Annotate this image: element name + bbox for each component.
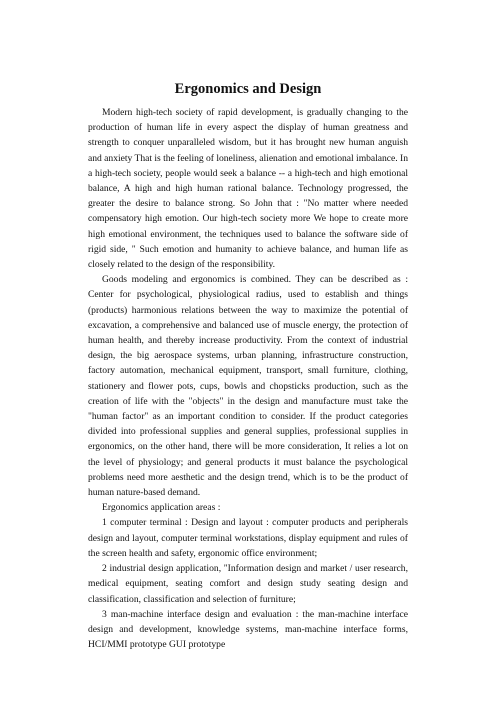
document-title: Ergonomics and Design — [174, 81, 322, 97]
document-body — [88, 80, 408, 652]
areas-heading: Ergonomics application areas : — [102, 502, 221, 514]
area-item-computer-terminal: 1 computer terminal : Design and layout : computer products and peripherals design and layout, computer terminal workstations, display equipment and rules of the screen health and safety, ergonomic office environment; — [88, 517, 408, 559]
area-item-interface-design: 3 man-machine interface design and evaluation : the man-machine interface design and development, knowledge systems, man-machine interface forms, HCI/MMI prototype GUI prototype — [88, 608, 408, 651]
area-item-industrial-design: 2 industrial design application, "Information design and market / user research, medical equipment, seating comfort and design study seating design and classification, classification and selection of furniture; — [88, 563, 408, 605]
paragraph-modeling: Goods modeling and ergonomics is combined. They can be described as : Center for psychological, physiological radius, used to establish and things (products) harmonious relations between the way to maximize the potential of excavation, a comprehensive and balanced use of muscle energy, the protection of human health, and thereby increase productivity. From the context of industrial design, the big aerospace systems, urban planning, infrastructure construction, factory automation, mechanical equipment, transport, small furniture, clothing, stationery and flower pots, cups, bowls and chopsticks production, such as the creation of life with the "objects" in the design and manufacture must take the "human factor" as an important condition to consider. If the product categories divided into professional supplies and general supplies, professional supplies in ergonomics, on the other hand, there will be more consideration, It relies a lot on the level of physiology; and general products it must balance the psychological problems need more aesthetic and the design trend, which is to be the product of human nature-based demand. — [88, 274, 408, 499]
paragraph-intro: Modern high-tech society of rapid development, is gradually changing to the production of human life in every aspect the display of human greatness and strength to conquer unparalleled wisdom, but it has brought new human anguish and anxiety That is the feeling of loneliness, alienation and emotional imbalance. In a high-tech society, people would seek a balance -- a high-tech and high emotional balance, A high and high human rational balance. Technology progressed, the greater the desire to balance strong. So John that : "No matter where needed compensatory high emotion. Our high-tech society more We hope to create more high emotional environment, the techniques used to balance the software side of rigid side, " Such emotion and humanity to achieve balance, and human life as closely related to the design of the responsibility. — [88, 107, 408, 271]
